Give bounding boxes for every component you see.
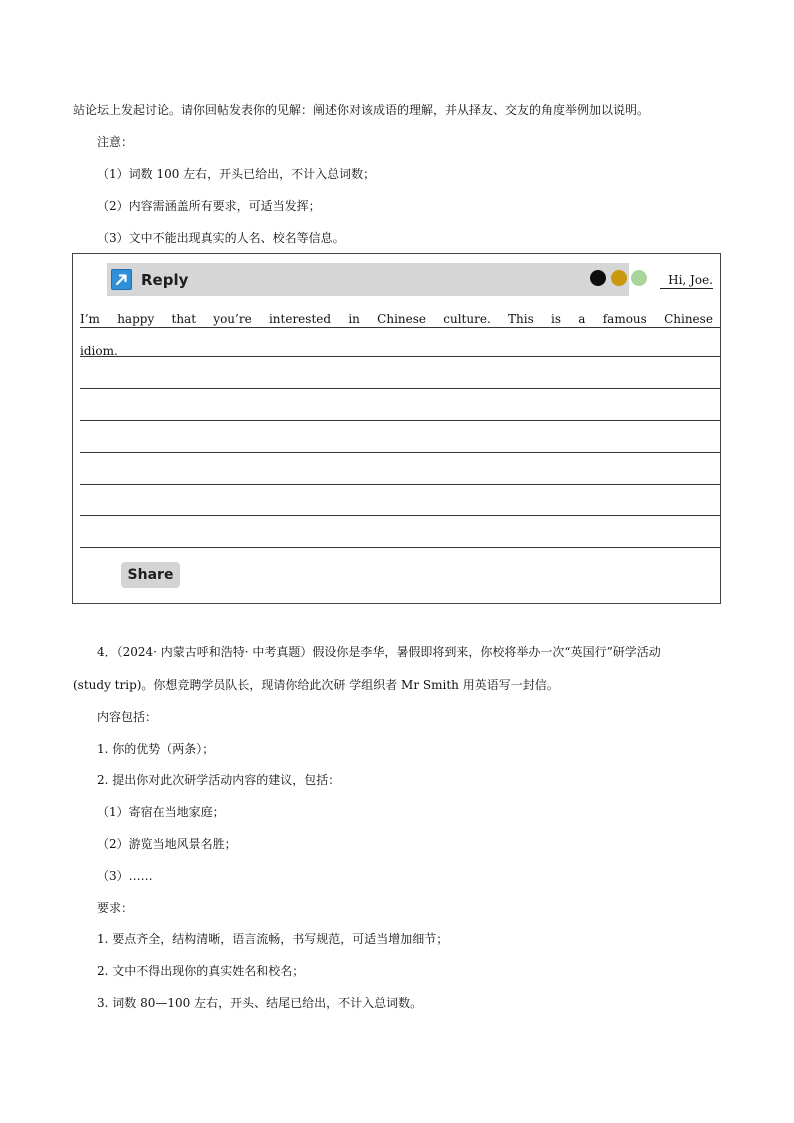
greeting-text: Hi, Joe. bbox=[660, 272, 713, 289]
status-dot-icon bbox=[590, 270, 606, 286]
question-4-line-2: (study trip)。你想竞聘学员队长，现请你给此次研 学组织者 Mr Smith 用英语写一封信。 bbox=[73, 678, 559, 692]
content-item: 1. 你的优势（两条）； bbox=[97, 742, 215, 756]
requirement-item: 3. 词数 80—100 左右，开头、结尾已给出，不计入总词数。 bbox=[97, 996, 423, 1010]
writing-line[interactable] bbox=[80, 515, 721, 516]
body-word: Chinese bbox=[377, 312, 426, 326]
status-dot-icon bbox=[611, 270, 627, 286]
note-item: （1）词数 100 左右，开头已给出，不计入总词数； bbox=[97, 167, 376, 181]
content-item: （1）寄宿在当地家庭； bbox=[97, 805, 225, 819]
forum-reply-box bbox=[72, 253, 721, 604]
writing-line[interactable] bbox=[80, 388, 721, 389]
body-word: happy bbox=[117, 312, 155, 326]
reply-body-line bbox=[80, 311, 713, 327]
body-word: a bbox=[578, 312, 586, 326]
body-word: Chinese bbox=[664, 312, 713, 326]
writing-line[interactable] bbox=[80, 452, 721, 453]
intro-text: 站论坛上发起讨论。请你回帖发表你的见解：阐述你对该成语的理解，并从择友、交友的角度举例加以说明。 bbox=[73, 103, 650, 117]
writing-line[interactable] bbox=[80, 420, 721, 421]
note-item: （3）文中不能出现真实的人名、校名等信息。 bbox=[97, 231, 345, 245]
body-word: famous bbox=[602, 312, 647, 326]
writing-line[interactable] bbox=[80, 484, 721, 485]
requirement-item: 1. 要点齐全，结构清晰，语言流畅，书写规范，可适当增加细节； bbox=[97, 932, 449, 946]
body-word: that bbox=[171, 312, 197, 326]
question-4-line-1: 4．（2024· 内蒙古呼和浩特· 中考真题）假设你是李华，暑假即将到来，你校将举办一次“英国行”研学活动 bbox=[97, 645, 661, 659]
requirement-item: 2. 文中不得出现你的真实姓名和校名； bbox=[97, 964, 305, 978]
status-dot-icon bbox=[631, 270, 647, 286]
content-item: （2）游览当地风景名胜； bbox=[97, 837, 237, 851]
note-item: （2）内容需涵盖所有要求，可适当发挥； bbox=[97, 199, 321, 213]
reply-label[interactable]: Reply bbox=[141, 271, 189, 289]
body-word: is bbox=[551, 312, 562, 326]
body-word: interested bbox=[268, 312, 332, 326]
body-word: I’m bbox=[80, 312, 100, 326]
writing-line[interactable] bbox=[80, 356, 721, 357]
body-word: you’re bbox=[213, 312, 252, 326]
body-word: in bbox=[348, 312, 360, 326]
reply-body-end: idiom. bbox=[80, 344, 118, 358]
notes-heading: 注意： bbox=[97, 135, 134, 149]
body-word: culture. bbox=[443, 312, 491, 326]
arrow-up-right-icon[interactable] bbox=[111, 269, 132, 290]
content-heading: 内容包括： bbox=[97, 710, 158, 724]
writing-line[interactable] bbox=[80, 547, 721, 548]
requirements-heading: 要求： bbox=[97, 901, 134, 915]
content-item: 2. 提出你对此次研学活动内容的建议，包括： bbox=[97, 773, 341, 787]
writing-line bbox=[80, 327, 721, 328]
share-button[interactable]: Share bbox=[121, 562, 180, 588]
body-word: This bbox=[508, 312, 534, 326]
content-item: （3）…… bbox=[97, 869, 153, 883]
